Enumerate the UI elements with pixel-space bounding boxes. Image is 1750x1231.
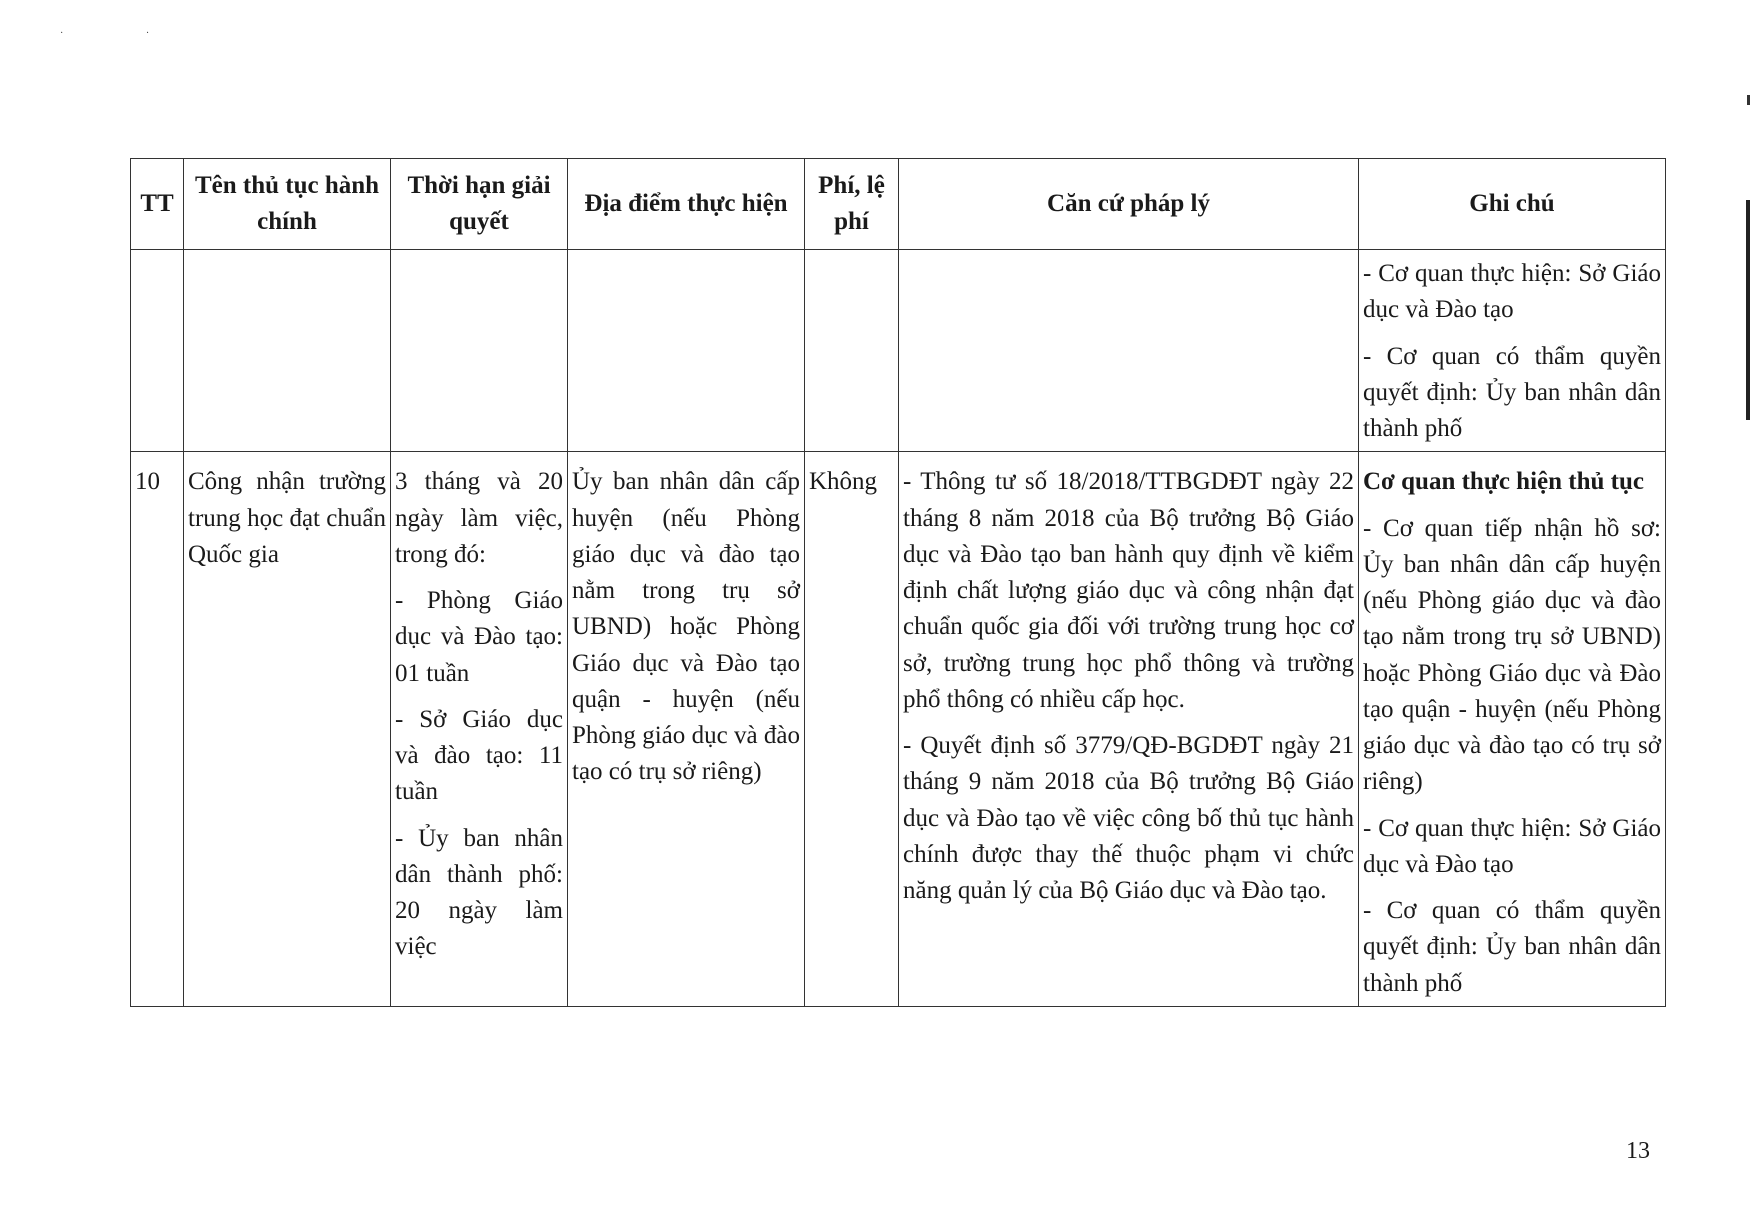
scan-specks: · ·: [60, 28, 190, 39]
scan-edge-bar: [1746, 200, 1750, 420]
cell-duration: [391, 452, 568, 1007]
cell-duration: [391, 250, 568, 452]
duration-paragraph: - Sở Giáo dục và đào tạo: 11 tuần: [395, 705, 563, 806]
note-paragraph: - Cơ quan thực hiện: Sở Giáo dục và Đào tạo: [1363, 260, 1661, 324]
header-location: Địa điểm thực hiện: [568, 159, 805, 250]
note-paragraph: - Cơ quan thực hiện: Sở Giáo dục và Đào tạo: [1363, 814, 1661, 878]
note-paragraph: - Cơ quan có thẩm quyền quyết định: Ủy ban nhân dân thành phố: [1363, 342, 1661, 442]
cell-location: Ủy ban nhân dân cấp huyện (nếu Phòng giáo dục và đào tạo nằm trong trụ sở UBND) hoặc Phòng Giáo dục và Đào tạo quận - huyện (nếu Phòng giáo dục và đào tạo có trụ sở riêng): [568, 452, 805, 1007]
note-paragraph: - Cơ quan tiếp nhận hồ sơ: Ủy ban nhân dân cấp huyện (nếu Phòng giáo dục và đào tạo nằm trong trụ sở UBND) hoặc Phòng Giáo dục và Đào tạo quận - huyện (nếu Phòng giáo dục và đào tạo có trụ sở riêng): [1363, 514, 1661, 796]
note-paragraph: - Cơ quan có thẩm quyền quyết định: Ủy ban nhân dân thành phố: [1363, 897, 1661, 997]
header-fee: Phí, lệ phí: [805, 159, 899, 250]
duration-paragraph: 3 tháng và 20 ngày làm việc, trong đó:: [395, 468, 563, 568]
table-row-continuation: [131, 250, 1666, 452]
duration-paragraph: - Ủy ban nhân dân thành phố: 20 ngày làm việc: [395, 824, 563, 961]
header-note: Ghi chú: [1359, 159, 1666, 250]
cell-name: [184, 250, 391, 452]
cell-location: [568, 250, 805, 452]
cell-name: Công nhận trường trung học đạt chuẩn Quốc gia: [184, 452, 391, 1007]
procedure-table: [130, 158, 1666, 1007]
cell-fee: [805, 250, 899, 452]
header-legal: Căn cứ pháp lý: [899, 159, 1359, 250]
header-tt: TT: [131, 159, 184, 250]
cell-legal: [899, 452, 1359, 1007]
legal-paragraph: - Quyết định số 3779/QĐ-BGDĐT ngày 21 tháng 9 năm 2018 của Bộ trưởng Bộ Giáo dục và Đào tạo về việc công bố thủ tục hành chính được thay thế thuộc phạm vi chức năng quản lý của Bộ Giáo dục và Đào tạo.: [903, 732, 1354, 904]
header-duration: Thời hạn giải quyết: [391, 159, 568, 250]
duration-paragraph: - Phòng Giáo dục và Đào tạo: 01 tuần: [395, 587, 563, 687]
cell-note: [1359, 250, 1666, 452]
cell-tt: [131, 250, 184, 452]
note-title: Cơ quan thực hiện thủ tục: [1363, 468, 1644, 496]
cell-legal: [899, 250, 1359, 452]
header-name: Tên thủ tục hành chính: [184, 159, 391, 250]
table-row-10: [131, 452, 1666, 1007]
legal-paragraph: - Thông tư số 18/2018/TTBGDĐT ngày 22 tháng 8 năm 2018 của Bộ trưởng Bộ Giáo dục và Đào tạo ban hành quy định về kiểm định chất lượng giáo dục và công nhận đạt chuẩn quốc gia đối với trường trung học cơ sở, trường trung học phổ thông và trường phổ thông có nhiều cấp học.: [903, 468, 1354, 713]
page-number: 13: [1626, 1138, 1650, 1164]
cell-note: [1359, 452, 1666, 1007]
table-header-row: [131, 159, 1666, 250]
cell-fee: Không: [805, 452, 899, 1007]
cell-tt: 10: [131, 452, 184, 1007]
